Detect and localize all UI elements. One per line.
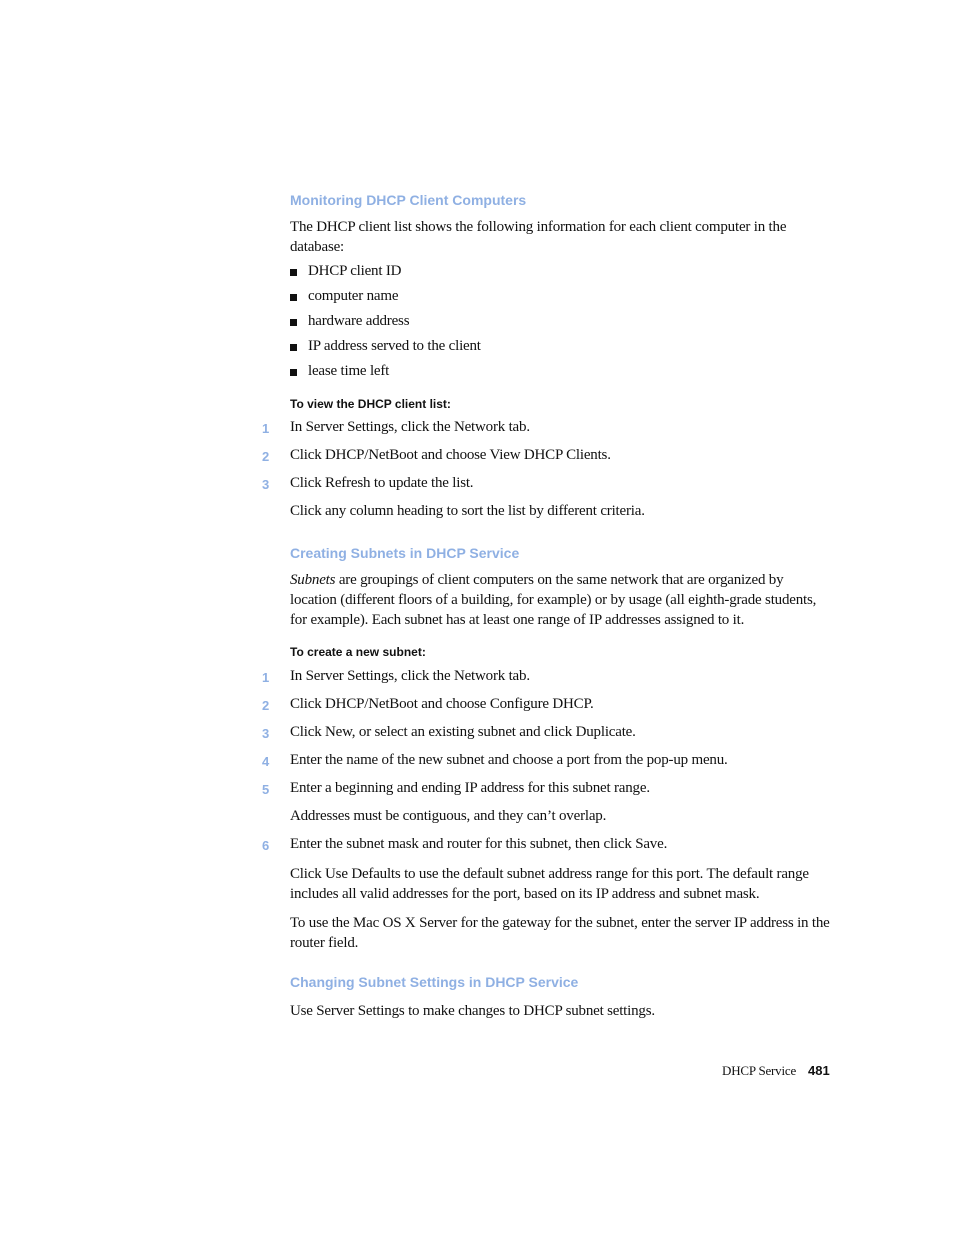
step-text: Enter the name of the new subnet and choose a port from the pop-up menu.	[290, 752, 728, 768]
section-heading-changing: Changing Subnet Settings in DHCP Service	[290, 974, 579, 990]
step-text: Enter the subnet mask and router for this subnet, then click Save.	[290, 836, 668, 852]
step-note: Addresses must be contiguous, and they can’t overlap.	[290, 808, 607, 824]
section-heading-monitoring: Monitoring DHCP Client Computers	[290, 192, 527, 208]
page-number: 481	[808, 1063, 830, 1078]
step-number: 4	[262, 754, 270, 769]
step-note: To use the Mac OS X Server for the gateway for the subnet, enter the server IP address in the router field.	[290, 915, 830, 951]
step-text: In Server Settings, click the Network tab.	[290, 419, 530, 435]
step-number: 1	[262, 670, 270, 685]
paragraph-monitoring-intro: The DHCP client list shows the following information for each client computer in the database:	[290, 219, 787, 255]
step-note: Click Use Defaults to use the default subnet address range for this port. The default range includes all valid addresses for the port, based on its IP address and subnet mask.	[290, 866, 809, 902]
step-text: Click Refresh to update the list.	[290, 475, 474, 491]
footer-section-label: DHCP Service	[722, 1063, 797, 1078]
document-page: Monitoring DHCP Client Computers The DHCP client list shows the following information for each client computer in the database: DHCP client ID computer name hardware address IP address served to the client lease time left To view the DHCP client list: 1 In Server Settings, click the Network tab. 2 Click DHCP/NetBoot and choose View DHCP Clients. 3 Click Refresh to update the list. Click any column heading to sort the list by different criteria. Creating Subnets in DHCP Service Subnets are groupings of client computers on the same network that are organized by location (different floors of a building, for example) or by usage (all eighth-grade students, for example). Each subnet has at least one range of IP addresses assigned to it. To create a new subnet: 1 In Server Settings, click the Network tab. 2 Click DHCP/NetBoot and choose Configure DHCP. 3 Click New, or select an existing subnet and click Duplicate. 4 Enter the name of the new subnet and choose a port from the pop-up menu. 5 Enter a beginning and ending IP address for this subnet range. Addresses must be contiguous, and they can’t overlap. 6 Enter the subnet mask and router for this subnet, then click Save. Click Use Defaults to use the default subnet address range for this port. The default range includes all valid addresses for the port, based on its IP address and subnet mask. To use the Mac OS X Server for the gateway for the subnet, enter the server IP address in the router field. Changing Subnet Settings in DHCP Service Use Server Settings to make changes to DHCP subnet settings. DHCP Service 481	[262, 192, 830, 1078]
step-number: 3	[262, 726, 270, 741]
term-subnets: Subnets	[290, 572, 336, 588]
step-number: 3	[262, 477, 270, 492]
step-text: In Server Settings, click the Network tab.	[290, 668, 530, 684]
step-text: Click New, or select an existing subnet and click Duplicate.	[290, 724, 636, 740]
step-text: Enter a beginning and ending IP address for this subnet range.	[290, 780, 650, 796]
paragraph-changing-body: Use Server Settings to make changes to DHCP subnet settings.	[290, 1003, 655, 1019]
bullet-square-icon	[290, 369, 297, 376]
step-number: 2	[262, 698, 270, 713]
step-text: Click DHCP/NetBoot and choose Configure DHCP.	[290, 696, 594, 712]
bullet-square-icon	[290, 269, 297, 276]
section-heading-creating: Creating Subnets in DHCP Service	[290, 545, 520, 561]
bullet-square-icon	[290, 319, 297, 326]
task-lead-create-subnet: To create a new subnet:	[290, 645, 426, 659]
bullet-square-icon	[290, 294, 297, 301]
step-text: Click DHCP/NetBoot and choose View DHCP Clients.	[290, 447, 611, 463]
step-number: 1	[262, 421, 270, 436]
paragraph-creating-intro: Subnets are groupings of client computers on the same network that are organized by location (different floors of a building, for example) or by usage (all eighth-grade students, for example). Each subnet has at least one range of IP addresses assigned to it.	[290, 572, 817, 628]
step-number: 2	[262, 449, 270, 464]
step-number: 5	[262, 782, 270, 797]
step-note: Click any column heading to sort the list by different criteria.	[290, 503, 645, 519]
step-number: 6	[262, 838, 270, 853]
task-lead-view-clients: To view the DHCP client list:	[290, 397, 451, 411]
bullet-square-icon	[290, 344, 297, 351]
